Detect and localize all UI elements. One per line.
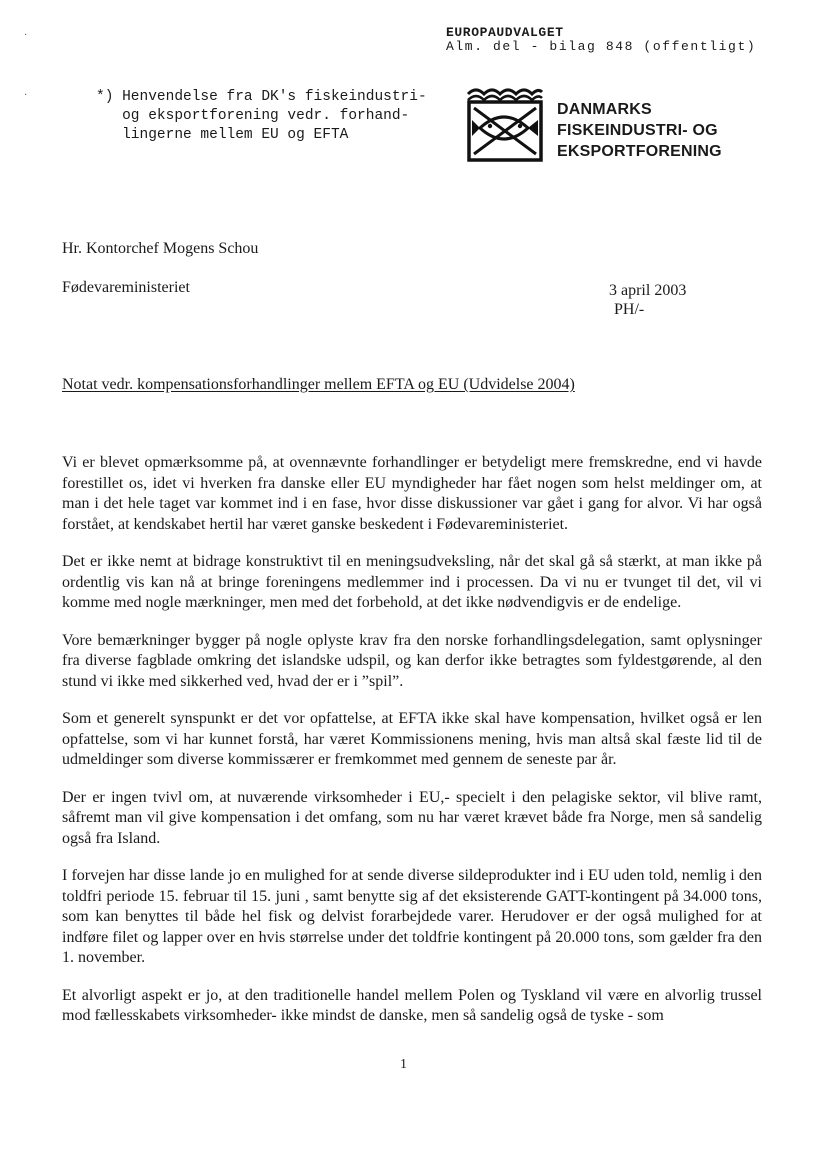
organization-name-line: EKSPORTFORENING — [557, 143, 722, 160]
archive-stamp — [446, 26, 756, 54]
letter-date-block — [609, 281, 686, 319]
body-paragraph: Vore bemærkninger bygger på nogle oplyste krav fra den norske forhandlingsdelegation, samt oplysninger fra diverse fagblade omkring det islandske udspil, og kan derfor ikke betragtes som fyldestgørende, al den stund vi ikke med sikkerhed ved, hvad der er i ”spil”. — [62, 631, 762, 690]
organization-name-line: FISKEINDUSTRI- OG — [557, 122, 718, 139]
organization-name-line: DANMARKS — [557, 101, 652, 118]
body-paragraph: Der er ingen tvivl om, at nuværende virksomheder i EU,- specielt i den pelagiske sektor, vil blive ramt, såfremt man vil give kompensation i det omfang, som nu har været krævet både fra Norge, men så sandelig også fra Island. — [62, 788, 762, 847]
recipient-name: Hr. Kontorchef Mogens Schou — [62, 240, 259, 257]
body-paragraph: Et alvorligt aspekt er jo, at den traditionelle handel mellem Polen og Tyskland vil være en alvorlig trussel mod fællesskabets virksomheder- ikke mindst de danske, men så sandelig også de tyske - som — [62, 986, 762, 1024]
body-paragraph: I forvejen har disse lande jo en mulighed for at sende diverse sildeprodukter ind i EU uden told, nemlig i den toldfri periode 15. februar til 15. juni , samt benytte sig af det eksisterende GATT-kontingent på 34.000 tons, som kan benyttes til både hel fisk og delvist forarbejdede varer. Herudover er der også mulighed for at indføre filet og lapper over en hvis størrelse under det toldfrie kontingent på 20.000 tons, som gælder fra den 1. november. — [62, 867, 762, 966]
fish-logo-icon — [466, 84, 544, 164]
note-line: *) Henvendelse fra DK's fiskeindustri- — [96, 89, 427, 105]
scan-speck: · — [24, 90, 28, 101]
scan-speck: · — [24, 30, 28, 41]
body-paragraph: Som et generelt synspunkt er det vor opfattelse, at EFTA ikke skal have kompensation, hvilket også er len opfattelse, som vi har kunnet forstå, har været Kommissionens mening, hvis man altså skal fæste lid til de udmeldinger som diverse kommissærer er fremkommet med gennem de seneste par år. — [62, 710, 762, 768]
letter-body — [62, 453, 762, 1044]
note-line: og eksportforening vedr. forhand- — [96, 108, 410, 124]
letter-reference: PH/- — [614, 301, 645, 318]
organization-name — [557, 99, 722, 162]
recipient-ministry: Fødevareministeriet — [62, 279, 190, 296]
body-paragraph: Det er ikke nemt at bidrage konstruktivt til en meningsudveksling, når det skal gå så stærkt, at man ikke på ordentlig vis kan nå at bringe foreningens medlemmer ind i processen. Da vi nu er tvunget til det, vil vi komme med nogle mærkninger, men med det forbehold, at det ikke nødvendigvis er de endelige. — [62, 553, 762, 611]
page-number: 1 — [400, 1057, 407, 1072]
body-paragraph: Vi er blevet opmærksomme på, at ovennævnte forhandlinger er betydeligt mere fremskredne, end vi havde forestillet os, idet vi hverken fra danske eller EU myndigheder har fået nogen som helst meldinger om, at man i det hele taget var kommet ind i en fase, hvor disse diskussioner var gået i gang for alvor. Vi har også forstået, at kendskabet hertil har været ganske beskedent i Fødevareministeriet. — [62, 454, 762, 533]
letter-subject: Notat vedr. kompensationsforhandlinger mellem EFTA og EU (Udvidelse 2004) — [62, 376, 575, 393]
note-line: lingerne mellem EU og EFTA — [96, 127, 349, 143]
handwritten-note — [96, 88, 427, 145]
stamp-reference: Alm. del - bilag 848 (offentligt) — [446, 39, 757, 54]
stamp-committee: EUROPAUDVALGET — [446, 25, 564, 40]
letter-date: 3 april 2003 — [609, 282, 687, 299]
